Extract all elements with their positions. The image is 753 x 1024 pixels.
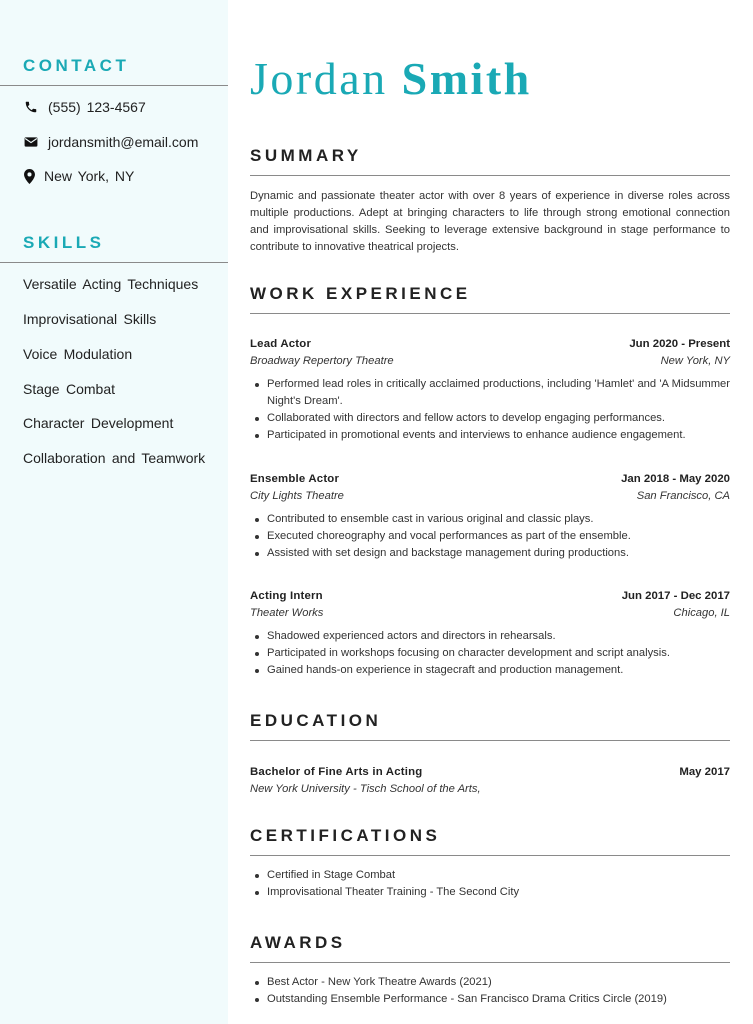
job-bullet: Participated in promotional events and interviews to enhance audience engagement. — [267, 427, 730, 444]
award-item: Best Actor - New York Theatre Awards (2021) — [267, 974, 730, 991]
summary-text: Dynamic and passionate theater actor with over 8 years of experience in diverse roles across multiple productions. Adept at bringing characters to life through strong emotional connection and improvisational skills. Seeking to leverage extensive background in stage performance to contribute to innovative theatrical projects. — [250, 190, 730, 253]
job-bullets — [267, 628, 730, 679]
skill-item: Stage Combat — [23, 381, 115, 397]
job-bullet: Assisted with set design and backstage management during productions. — [267, 545, 730, 562]
contact-phone — [23, 99, 146, 115]
certifications-divider — [250, 855, 730, 856]
education-divider — [250, 740, 730, 741]
degree-title: Bachelor of Fine Arts in Acting — [250, 766, 423, 778]
job-dates: Jun 2020 - Present — [629, 338, 730, 350]
certification-item: Improvisational Theater Training - The Second City — [267, 884, 730, 901]
job-location: Chicago, IL — [673, 607, 730, 619]
job-bullet: Performed lead roles in critically acclaimed productions, including 'Hamlet' and 'A Midsummer Night's Dream'. — [267, 376, 730, 410]
education-heading: EDUCATION — [250, 711, 382, 730]
summary-divider — [250, 175, 730, 176]
job-organization: Broadway Repertory Theatre — [250, 355, 394, 367]
skill-item: Collaboration and Teamwork — [23, 450, 206, 466]
job-bullet: Participated in workshops focusing on character development and script analysis. — [267, 645, 730, 662]
job-bullet: Shadowed experienced actors and directors in rehearsals. — [267, 628, 730, 645]
job-organization: City Lights Theatre — [250, 490, 344, 502]
first-name: Jordan — [250, 53, 388, 104]
skill-item: Character Development — [23, 415, 174, 431]
certification-item: Certified in Stage Combat — [267, 867, 730, 884]
job-bullet: Contributed to ensemble cast in various original and classic plays. — [267, 511, 730, 528]
awards-list — [267, 974, 730, 1008]
job-dates: Jan 2018 - May 2020 — [621, 473, 730, 485]
phone-text: (555) 123-4567 — [48, 99, 146, 115]
experience-heading: WORK EXPERIENCE — [250, 284, 471, 303]
phone-icon — [23, 99, 39, 115]
location-pin-icon — [23, 168, 35, 184]
contact-email — [23, 134, 198, 150]
award-item: Outstanding Ensemble Performance - San Francisco Drama Critics Circle (2019) — [267, 991, 730, 1008]
job-location: New York, NY — [660, 355, 730, 367]
certifications-heading: CERTIFICATIONS — [250, 826, 441, 845]
job-bullets — [267, 511, 730, 562]
job-title: Ensemble Actor — [250, 473, 340, 485]
job-bullets — [267, 376, 730, 444]
email-icon — [23, 134, 39, 150]
awards-divider — [250, 962, 730, 963]
candidate-name — [250, 52, 532, 105]
certifications-list — [267, 867, 730, 901]
skills-heading: SKILLS — [23, 233, 105, 252]
awards-heading: AWARDS — [250, 933, 346, 952]
skill-item: Voice Modulation — [23, 346, 133, 362]
degree-date: May 2017 — [679, 766, 730, 778]
job-dates: Jun 2017 - Dec 2017 — [621, 590, 730, 602]
email-text: jordansmith@email.com — [48, 134, 199, 150]
contact-heading: CONTACT — [23, 56, 130, 75]
summary-heading: SUMMARY — [250, 146, 362, 165]
job-title: Lead Actor — [250, 338, 312, 350]
job-location: San Francisco, CA — [636, 490, 730, 502]
job-bullet: Collaborated with directors and fellow actors to develop engaging performances. — [267, 410, 730, 427]
job-bullet: Executed choreography and vocal performances as part of the ensemble. — [267, 528, 730, 545]
experience-divider — [250, 313, 730, 314]
skills-divider — [0, 262, 228, 263]
skill-item: Versatile Acting Techniques — [23, 276, 199, 292]
job-bullet: Gained hands-on experience in stagecraft and production management. — [267, 662, 730, 679]
sidebar — [0, 0, 228, 1024]
skill-item: Improvisational Skills — [23, 311, 157, 327]
location-text: New York, NY — [44, 168, 135, 184]
contact-location — [23, 168, 134, 184]
job-organization: Theater Works — [250, 607, 324, 619]
contact-divider — [0, 85, 228, 86]
last-name: Smith — [401, 53, 532, 104]
school-name: New York University - Tisch School of the Arts, — [250, 783, 481, 795]
job-title: Acting Intern — [250, 590, 323, 602]
